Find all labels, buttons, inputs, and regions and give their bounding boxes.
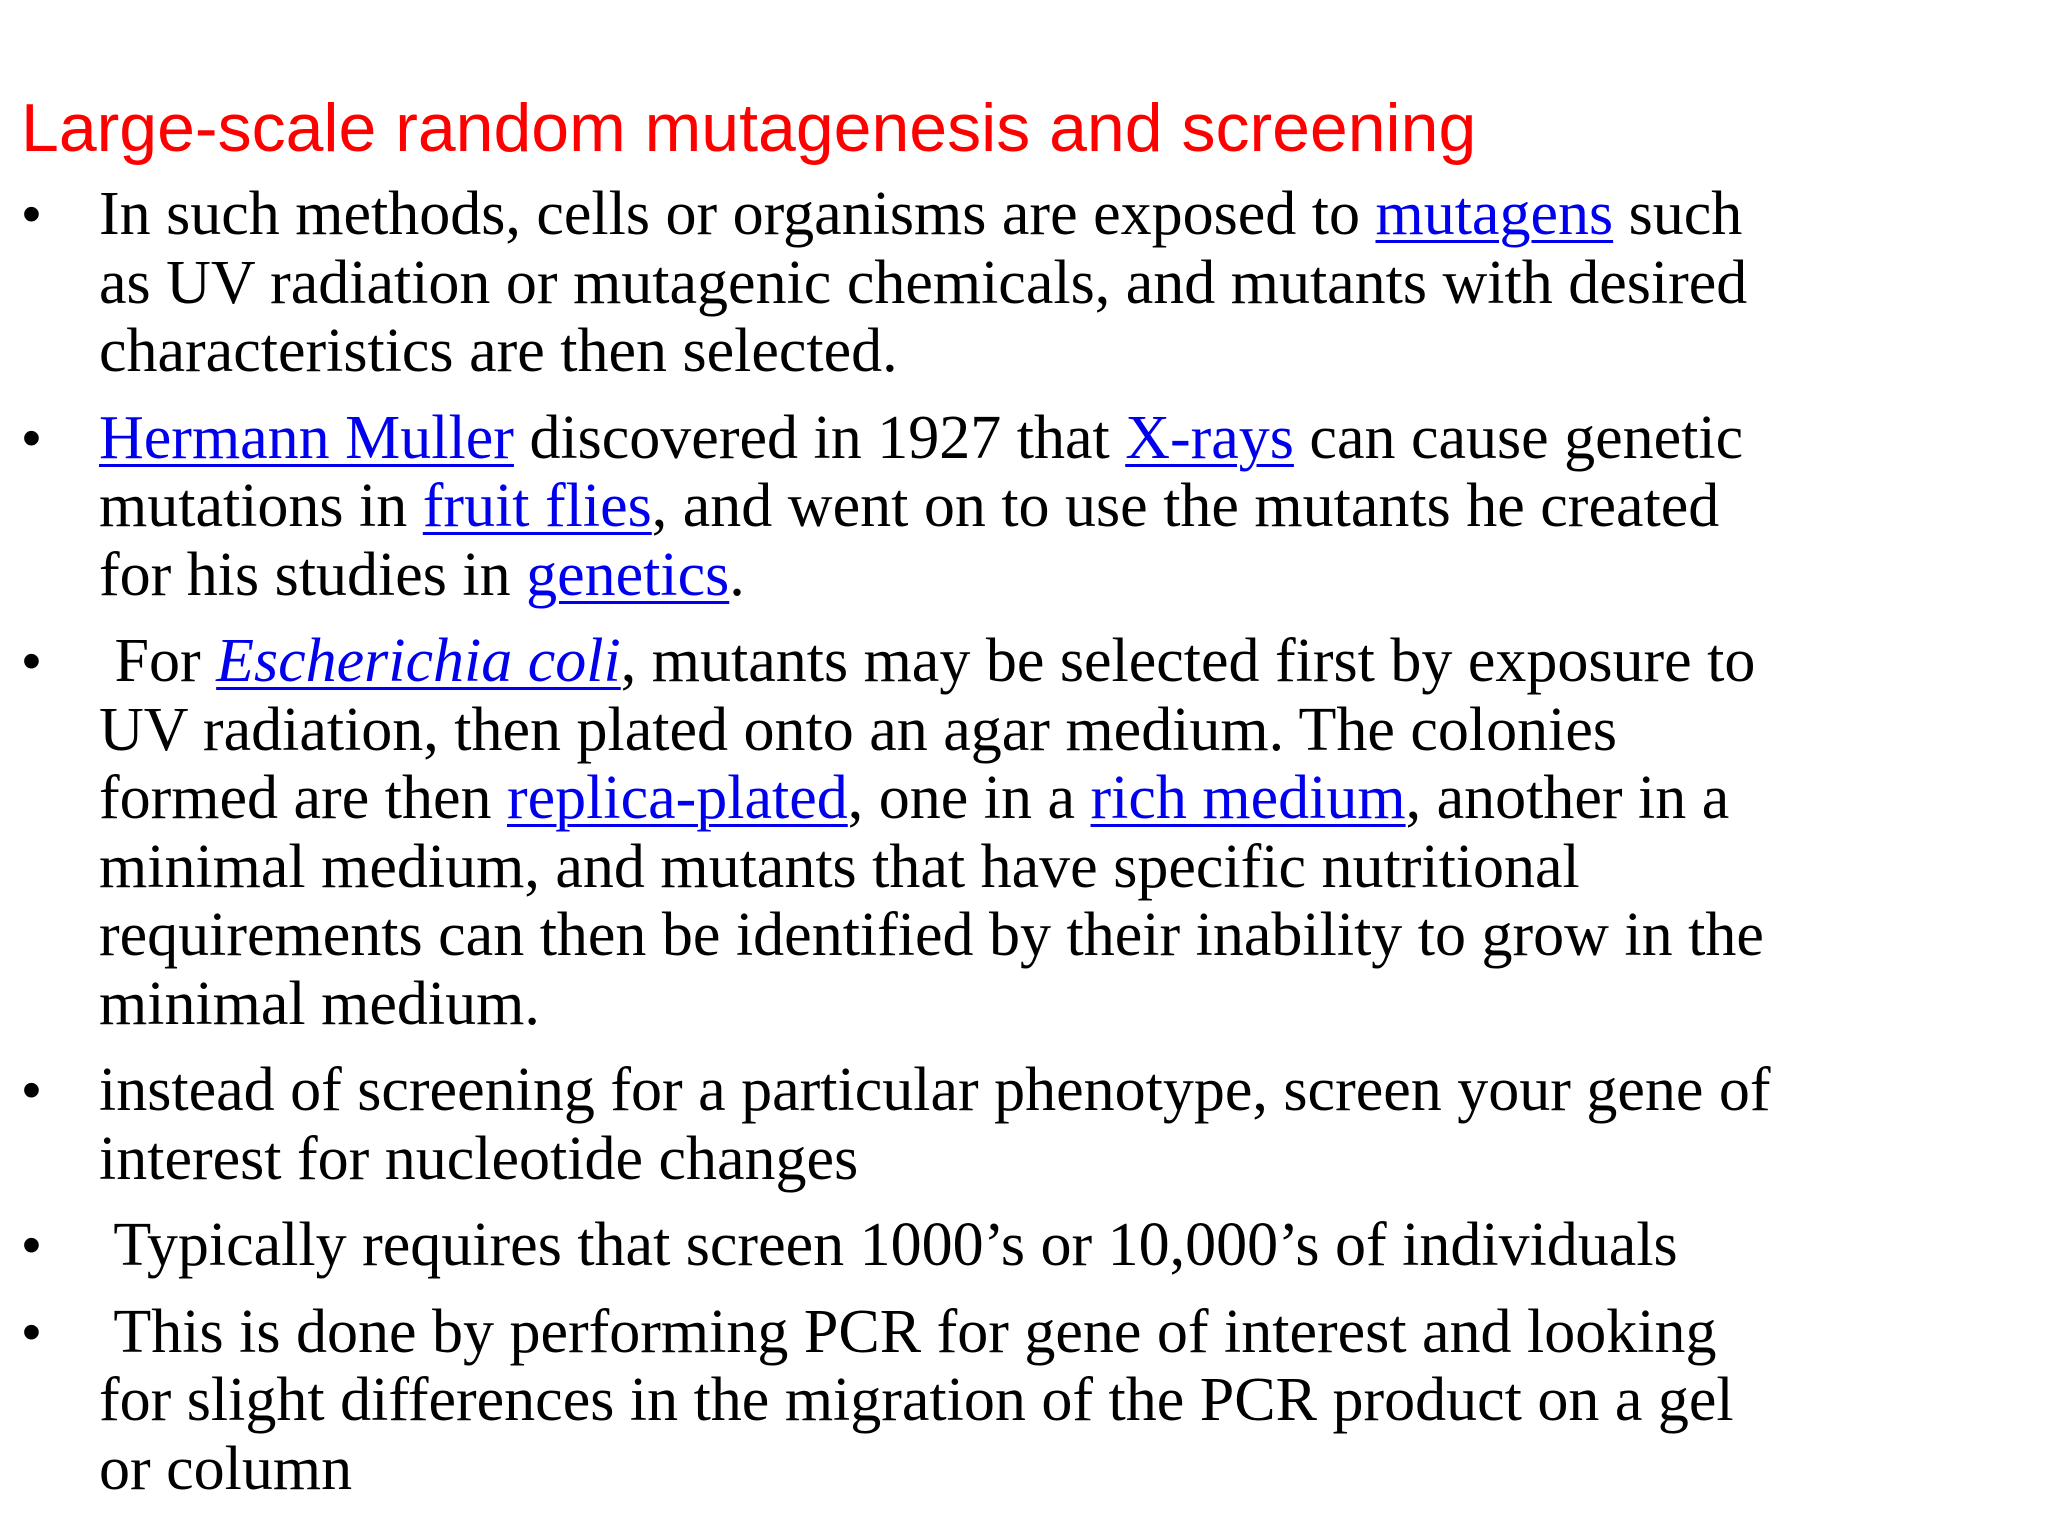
link-escherichia-coli[interactable]: Escherichia coli: [216, 627, 621, 695]
bullet-list: [0, 180, 2040, 1521]
link-replica-plated[interactable]: replica-plated: [506, 764, 848, 832]
link-mutagens[interactable]: mutagens: [1375, 180, 1614, 248]
bullet-item: [0, 180, 2040, 386]
bullet-dot-icon: •: [22, 1215, 41, 1275]
text-line: formed are then replica-plated, one in a rich medium, another in a: [99, 764, 1730, 832]
bullet-dot-icon: •: [22, 1060, 41, 1120]
text-line: interest for nucleotide changes: [99, 1124, 859, 1193]
text-line: as UV radiation or mutagenic chemicals, and mutants with desired: [99, 248, 1748, 317]
link-genetics[interactable]: genetics: [526, 540, 730, 609]
text-line: mutations in fruit flies, and went on to use the mutants he created: [99, 472, 1720, 540]
text-line: requirements can then be identified by their inability to grow in the: [99, 901, 1764, 969]
slide-title: Large-scale random mutagenesis and screening: [21, 90, 1477, 166]
text-line: UV radiation, then plated onto an agar medium. The colonies: [99, 695, 1618, 764]
text-line: In such methods, cells or organisms are exposed to mutagens such: [99, 180, 1743, 248]
text-line: instead of screening for a particular phenotype, screen your gene of: [99, 1056, 1771, 1124]
bullet-item: [0, 1211, 2040, 1280]
link-x-rays[interactable]: X-rays: [1125, 403, 1294, 472]
bullet-dot-icon: •: [22, 631, 41, 691]
bullet-dot-icon: •: [22, 407, 41, 468]
bullet-dot-icon: •: [22, 184, 41, 244]
bullet-item: [0, 1298, 2040, 1504]
text-line: This is done by performing PCR for gene of interest and looking: [99, 1297, 1717, 1366]
text-line: minimal medium.: [99, 969, 540, 1038]
text-line: characteristics are then selected.: [99, 317, 898, 385]
link-fruit-flies[interactable]: fruit flies: [422, 472, 652, 540]
text-line: Typically requires that screen 1000’s or 10,000’s of individuals: [99, 1211, 1678, 1279]
text-line: for his studies in genetics.: [99, 540, 745, 609]
bullet-item: [0, 404, 2040, 610]
link-hermann-muller[interactable]: Hermann Muller: [99, 403, 514, 472]
link-rich-medium[interactable]: rich medium: [1090, 764, 1406, 832]
text-line: Hermann Muller discovered in 1927 that X-rays can cause genetic: [99, 403, 1744, 472]
bullet-item: [0, 627, 2040, 1038]
text-line: minimal medium, and mutants that have specific nutritional: [99, 832, 1580, 901]
text-line: or column: [99, 1434, 353, 1503]
bullet-dot-icon: •: [22, 1301, 41, 1362]
text-line: for slight differences in the migration of the PCR product on a gel: [99, 1366, 1734, 1434]
bullet-item: [0, 1056, 2040, 1193]
text-line: For Escherichia coli, mutants may be selected first by exposure to: [99, 627, 1756, 695]
